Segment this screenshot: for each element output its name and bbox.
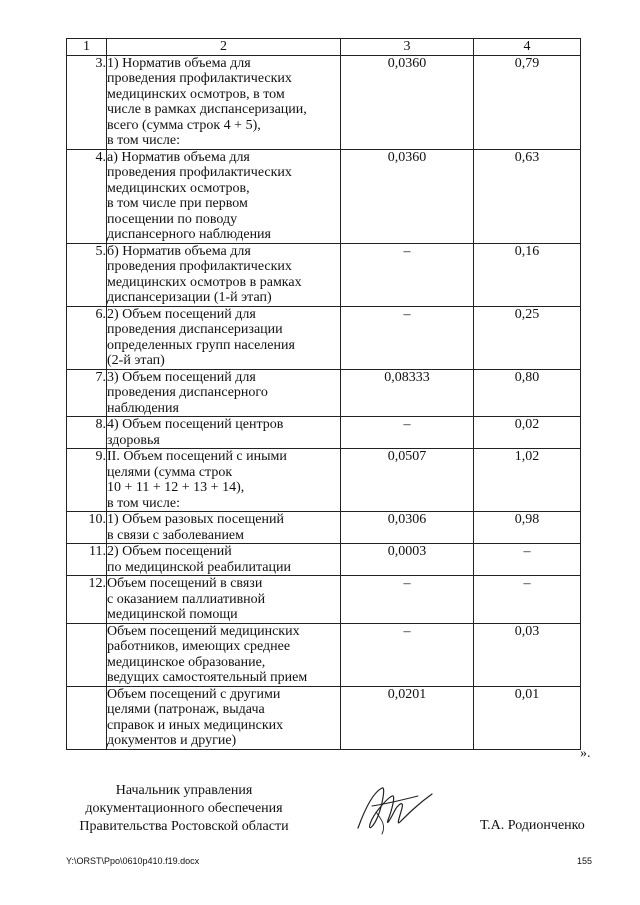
- row-value-col3: 0,0306: [341, 512, 474, 544]
- desc-text: б) Норматив объема для проведения профилактических медицинских осмотров в рамках диспансеризации (1-й этап): [107, 243, 302, 305]
- row-value-col4: –: [474, 544, 581, 576]
- row-value-col3: 0,0507: [341, 449, 474, 512]
- signatory-title-line: Начальник управления: [115, 783, 253, 798]
- row-number: 7.: [67, 369, 107, 417]
- row-value-col3: 0,0003: [341, 544, 474, 576]
- row-value-col4: 0,63: [474, 149, 581, 243]
- row-value-col3: –: [341, 243, 474, 306]
- header-col-3: 3: [341, 39, 474, 56]
- desc-text: 2) Объем посещений по медицинской реабилитации: [107, 544, 291, 575]
- desc-text: 4) Объем посещений центров здоровья: [107, 417, 284, 448]
- table-row: [67, 512, 581, 544]
- row-number: 9.: [67, 449, 107, 512]
- row-description: [107, 149, 341, 243]
- desc-text: а) Норматив объема для проведения профилактических медицинских осмотров, в том числе при первом посещении по поводу диспансерного наблюдения: [107, 149, 292, 242]
- desc-text: Объем посещений в связи с оказанием паллиативной медицинской помощи: [107, 576, 266, 622]
- signatory-title: [66, 782, 302, 836]
- row-number: 3.: [67, 55, 107, 149]
- row-description: [107, 544, 341, 576]
- row-value-col3: 0,0360: [341, 149, 474, 243]
- row-description: [107, 576, 341, 624]
- row-value-col4: 0,79: [474, 55, 581, 149]
- row-number: 12.: [67, 576, 107, 624]
- row-description: [107, 449, 341, 512]
- header-col-4: 4: [474, 39, 581, 56]
- row-value-col4: 0,25: [474, 306, 581, 369]
- row-number: 10.: [67, 512, 107, 544]
- row-number: 4.: [67, 149, 107, 243]
- row-number: 8.: [67, 417, 107, 449]
- row-number: [67, 686, 107, 749]
- row-value-col4: 0,80: [474, 369, 581, 417]
- row-description: [107, 417, 341, 449]
- desc-text: 1) Норматив объема для проведения профилактических медицинских осмотров, в том числе в рамках диспансеризации, всего (сумма строк 4 + 5), в том числе:: [107, 55, 307, 148]
- row-value-col4: 0,03: [474, 623, 581, 686]
- row-value-col4: –: [474, 576, 581, 624]
- desc-text: II. Объем посещений с иными целями (сумма строк 10 + 11 + 12 + 13 + 14), в том числе:: [107, 449, 287, 511]
- table-row: [67, 686, 581, 749]
- row-description: [107, 369, 341, 417]
- table-header-row: [67, 39, 581, 56]
- row-value-col3: 0,0360: [341, 55, 474, 149]
- desc-text: 3) Объем посещений для проведения диспансерного наблюдения: [107, 369, 268, 416]
- closing-quote-mark: ».: [580, 746, 591, 761]
- table-row: [67, 623, 581, 686]
- row-description: [107, 512, 341, 544]
- table-row: [67, 369, 581, 417]
- signatory-name: Т.А. Родионченко: [480, 818, 585, 833]
- row-value-col3: 0,0201: [341, 686, 474, 749]
- row-number: 6.: [67, 306, 107, 369]
- desc-text: Объем посещений с другими целями (патронаж, выдача справок и иных медицинских документов и другие): [107, 686, 284, 748]
- row-number: 5.: [67, 243, 107, 306]
- header-col-1: 1: [67, 39, 107, 56]
- data-table: [66, 38, 581, 750]
- table-row: [67, 306, 581, 369]
- table-row: [67, 449, 581, 512]
- row-number: 11.: [67, 544, 107, 576]
- handwritten-signature: [352, 776, 442, 840]
- row-value-col3: –: [341, 576, 474, 624]
- row-value-col4: 0,02: [474, 417, 581, 449]
- table-row: [67, 243, 581, 306]
- table-row: [67, 55, 581, 149]
- header-col-2: 2: [107, 39, 341, 56]
- signatory-title-line: Правительства Ростовской области: [79, 819, 289, 834]
- table-row: [67, 544, 581, 576]
- desc-text: 1) Объем разовых посещений в связи с заболеванием: [107, 512, 284, 543]
- row-value-col4: 1,02: [474, 449, 581, 512]
- desc-text: Объем посещений медицинских работников, имеющих среднее медицинское образование, ведущих самостоятельный прием: [107, 623, 308, 685]
- row-description: [107, 306, 341, 369]
- row-value-col3: 0,08333: [341, 369, 474, 417]
- row-value-col3: –: [341, 417, 474, 449]
- row-description: [107, 243, 341, 306]
- row-value-col4: 0,16: [474, 243, 581, 306]
- footer-file-path: Y:\ORST\Ppo\0610p410.f19.docx: [66, 856, 200, 866]
- footer-page-number: 155: [576, 856, 592, 866]
- table-row: [67, 576, 581, 624]
- row-description: [107, 686, 341, 749]
- row-value-col4: 0,98: [474, 512, 581, 544]
- row-value-col4: 0,01: [474, 686, 581, 749]
- row-number: [67, 623, 107, 686]
- table-row: [67, 149, 581, 243]
- row-description: [107, 55, 341, 149]
- row-description: [107, 623, 341, 686]
- row-value-col3: –: [341, 306, 474, 369]
- row-value-col3: –: [341, 623, 474, 686]
- table-row: [67, 417, 581, 449]
- signatory-title-line: документационного обеспечения: [85, 801, 283, 816]
- desc-text: 2) Объем посещений для проведения диспансеризации определенных групп населения (2-й этап): [107, 306, 295, 368]
